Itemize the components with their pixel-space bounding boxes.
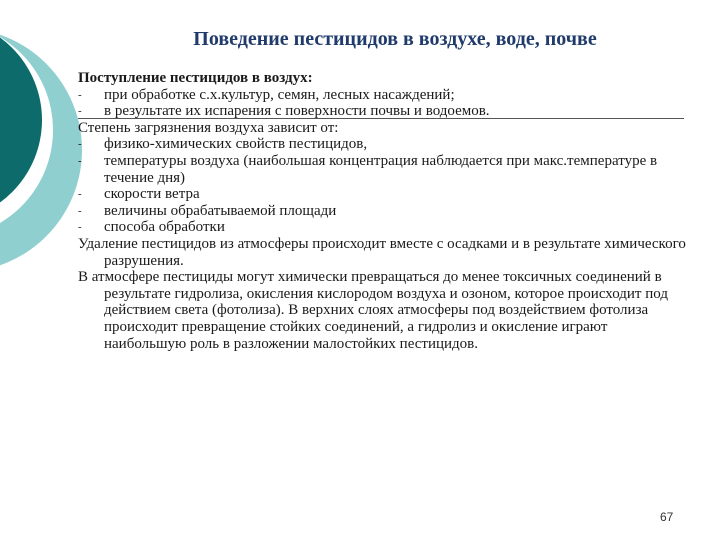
dash-bullet: - [78,88,82,101]
dash-bullet: - [78,221,82,234]
slide-content [78,70,688,352]
list-item: - физико-химических свойств пестицидов, [78,136,368,153]
list-item: - при обработке с.х.культур, семян, лесных насаждений; [78,86,455,103]
paragraph-transformation: В атмосфере пестициды могут химически превращаться до менее токсичных соединений в результате гидролиза, окисления кислородом воздуха и озоном, которое происходит под действием света (фотолиза). В верхних слоях атмосферы под воздействием фотолиза происходит превращение стойких соединений, а гидролиз и окисление играют наибольшую роль в разложении малостойких пестицидов. [78,269,668,352]
dash-bullet: - [78,188,82,201]
dash-bullet: - [78,138,82,151]
decorative-circles [0,0,90,300]
heading-air-intake: Поступление пестицидов в воздух: [78,70,313,86]
paragraph-removal: Удаление пестицидов из атмосферы происходит вместе с осадками и в результате химического разрушения. [78,235,686,269]
dash-bullet: - [78,204,82,217]
dash-bullet: - [78,105,82,118]
slide-title: Поведение пестицидов в воздухе, воде, почве [193,28,597,50]
list-item: - скорости ветра [78,186,200,203]
list-item: - температуры воздуха (наибольшая концентрация наблюдается при макс.температуре в течение дня) [78,152,658,186]
list-item: - величины обрабатываемой площади [78,202,337,219]
page-number: 67 [660,510,674,524]
paragraph-pollution-degree: Степень загрязнения воздуха зависит от: [78,119,339,136]
list-item: - в результате их испарения с поверхности почвы и водоемов. [78,103,490,120]
list-item: - способа обработки [78,219,225,236]
dash-bullet: - [78,154,82,167]
